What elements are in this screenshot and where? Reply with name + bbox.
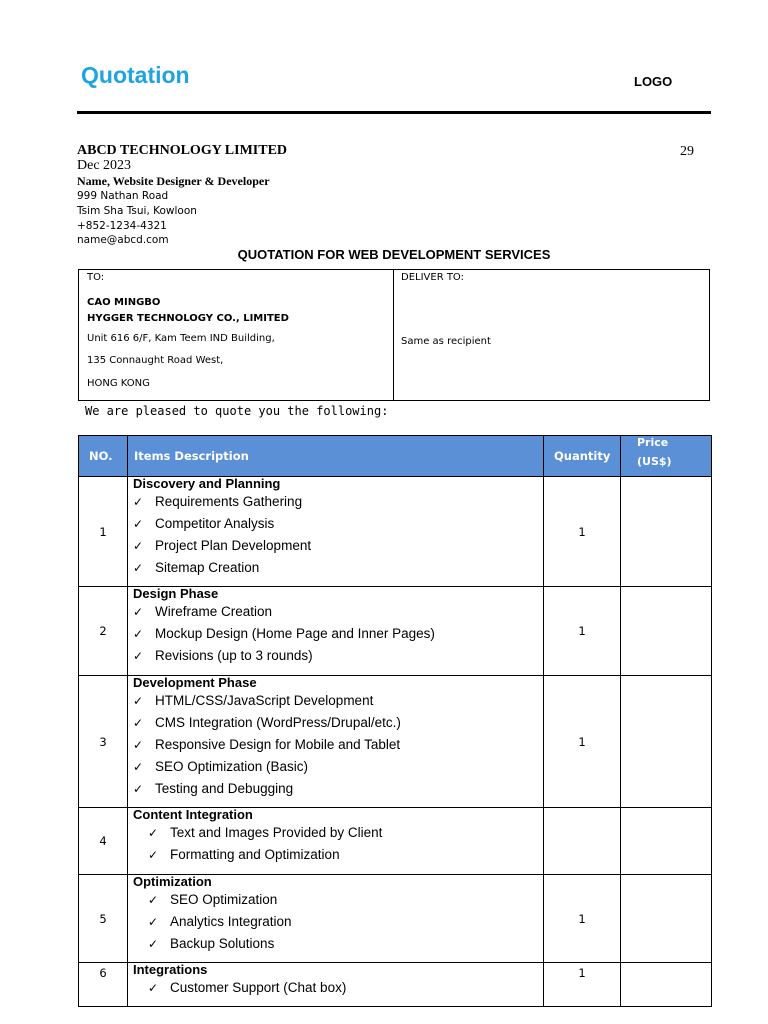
sender-name-role: Name, Website Designer & Developer (77, 174, 270, 188)
list-item (128, 491, 543, 513)
checkmark-icon: ✓ (133, 694, 144, 708)
header-description: Items Description (128, 436, 544, 477)
deliverable-text: Testing and Debugging (155, 781, 294, 796)
sender-phone: +852-1234-4321 (77, 220, 167, 232)
row-price[interactable] (621, 587, 712, 676)
address-box (78, 269, 710, 401)
table-row (79, 875, 712, 963)
sender-company: ABCD TECHNOLOGY LIMITED (77, 143, 288, 158)
document-heading: QUOTATION FOR WEB DEVELOPMENT SERVICES (237, 247, 551, 262)
list-item (128, 712, 543, 734)
checkmark-icon: ✓ (133, 649, 144, 663)
checkmark-icon: ✓ (133, 738, 144, 752)
table-header-row (79, 436, 712, 477)
header-price-currency: (US$) (637, 455, 672, 468)
page-number: 29 (680, 144, 694, 159)
deliverable-text: Responsive Design for Mobile and Tablet (155, 737, 401, 752)
checkmark-icon: ✓ (133, 517, 144, 531)
document-title: Quotation (81, 62, 190, 88)
checkmark-icon: ✓ (148, 981, 159, 995)
table-row (79, 808, 712, 875)
row-number: 6 (79, 963, 128, 1007)
row-quantity: 1 (544, 963, 621, 1007)
checkmark-icon: ✓ (148, 937, 159, 951)
deliverable-text: Customer Support (Chat box) (170, 980, 347, 995)
deliverables-list (128, 889, 543, 955)
deliverable-text: Wireframe Creation (155, 604, 273, 619)
row-number: 1 (79, 477, 128, 587)
to-label: TO: (87, 272, 105, 283)
list-item (128, 977, 543, 999)
checkmark-icon: ✓ (133, 716, 144, 730)
row-quantity: 1 (544, 587, 621, 676)
row-price[interactable] (621, 875, 712, 963)
deliverable-text: Requirements Gathering (155, 494, 303, 509)
table-row (79, 963, 712, 1007)
table-row (79, 587, 712, 676)
list-item (128, 557, 543, 579)
row-price[interactable] (621, 477, 712, 587)
row-quantity: 1 (544, 477, 621, 587)
table-row (79, 477, 712, 587)
list-item (128, 601, 543, 623)
deliverable-text: Analytics Integration (170, 914, 292, 929)
row-price[interactable] (621, 808, 712, 875)
recipient-company: HYGGER TECHNOLOGY CO., LIMITED (87, 313, 289, 324)
row-number: 5 (79, 875, 128, 963)
row-description (128, 587, 544, 676)
row-number: 2 (79, 587, 128, 676)
list-item (128, 645, 543, 667)
deliver-to-label: DELIVER TO: (401, 272, 464, 283)
header-price (621, 436, 712, 477)
row-price[interactable] (621, 963, 712, 1007)
list-item (128, 734, 543, 756)
quotation-items-table (78, 435, 712, 1007)
header-quantity: Quantity (544, 436, 621, 477)
deliverables-list (128, 601, 543, 667)
deliverables-list (128, 491, 543, 579)
list-item (128, 778, 543, 800)
checkmark-icon: ✓ (148, 915, 159, 929)
deliverables-list (128, 822, 543, 866)
checkmark-icon: ✓ (133, 605, 144, 619)
recipient-address-line-2: 135 Connaught Road West, (87, 355, 224, 366)
checkmark-icon: ✓ (133, 561, 144, 575)
row-number: 4 (79, 808, 128, 875)
deliverable-text: Text and Images Provided by Client (170, 825, 383, 840)
checkmark-icon: ✓ (133, 760, 144, 774)
list-item (128, 933, 543, 955)
list-item (128, 535, 543, 557)
section-title: Optimization (133, 874, 212, 889)
row-quantity (544, 808, 621, 875)
table-row (79, 676, 712, 808)
sender-address-district: Tsim Sha Tsui, Kowloon (77, 205, 197, 217)
section-title: Development Phase (133, 675, 257, 690)
list-item (128, 911, 543, 933)
deliverable-text: Sitemap Creation (155, 560, 260, 575)
quote-date: Dec 2023 (77, 158, 132, 173)
row-quantity: 1 (544, 875, 621, 963)
deliver-to-value: Same as recipient (401, 336, 491, 347)
recipient-name: CAO MINGBO (87, 297, 161, 308)
list-item (128, 822, 543, 844)
intro-text: We are pleased to quote you the following: (85, 404, 389, 418)
deliverable-text: CMS Integration (WordPress/Drupal/etc.) (155, 715, 401, 730)
list-item (128, 844, 543, 866)
list-item (128, 889, 543, 911)
row-description (128, 963, 544, 1007)
deliverables-list (128, 977, 543, 999)
deliverable-text: Mockup Design (Home Page and Inner Pages) (155, 626, 435, 641)
deliverable-text: HTML/CSS/JavaScript Development (155, 693, 374, 708)
deliverable-text: SEO Optimization (Basic) (155, 759, 309, 774)
row-price[interactable] (621, 676, 712, 808)
checkmark-icon: ✓ (133, 627, 144, 641)
checkmark-icon: ✓ (133, 495, 144, 509)
header-no: NO. (79, 436, 128, 477)
list-item (128, 513, 543, 535)
row-description (128, 875, 544, 963)
list-item (128, 623, 543, 645)
checkmark-icon: ✓ (148, 826, 159, 840)
header-price-label: Price (637, 436, 669, 449)
checkmark-icon: ✓ (148, 893, 159, 907)
row-quantity: 1 (544, 676, 621, 808)
deliverable-text: SEO Optimization (170, 892, 278, 907)
section-title: Discovery and Planning (133, 476, 281, 491)
section-title: Design Phase (133, 586, 219, 601)
deliverable-text: Formatting and Optimization (170, 847, 340, 862)
row-description (128, 808, 544, 875)
recipient-address-line-1: Unit 616 6/F, Kam Teem IND Building, (87, 333, 275, 344)
checkmark-icon: ✓ (148, 848, 159, 862)
deliverable-text: Competitor Analysis (155, 516, 275, 531)
section-title: Integrations (133, 962, 208, 977)
list-item (128, 690, 543, 712)
recipient-address-line-3: HONG KONG (87, 378, 150, 389)
row-description (128, 477, 544, 587)
list-item (128, 756, 543, 778)
row-description (128, 676, 544, 808)
deliverable-text: Project Plan Development (155, 538, 312, 553)
sender-address-street: 999 Nathan Road (77, 190, 169, 202)
sender-email: name@abcd.com (77, 234, 169, 246)
deliverable-text: Revisions (up to 3 rounds) (155, 648, 313, 663)
deliverables-list (128, 690, 543, 800)
logo-placeholder: LOGO (634, 74, 673, 89)
checkmark-icon: ✓ (133, 539, 144, 553)
address-box-divider (393, 270, 394, 400)
deliverable-text: Backup Solutions (170, 936, 275, 951)
row-number: 3 (79, 676, 128, 808)
checkmark-icon: ✓ (133, 782, 144, 796)
header-divider (77, 111, 711, 114)
section-title: Content Integration (133, 807, 253, 822)
